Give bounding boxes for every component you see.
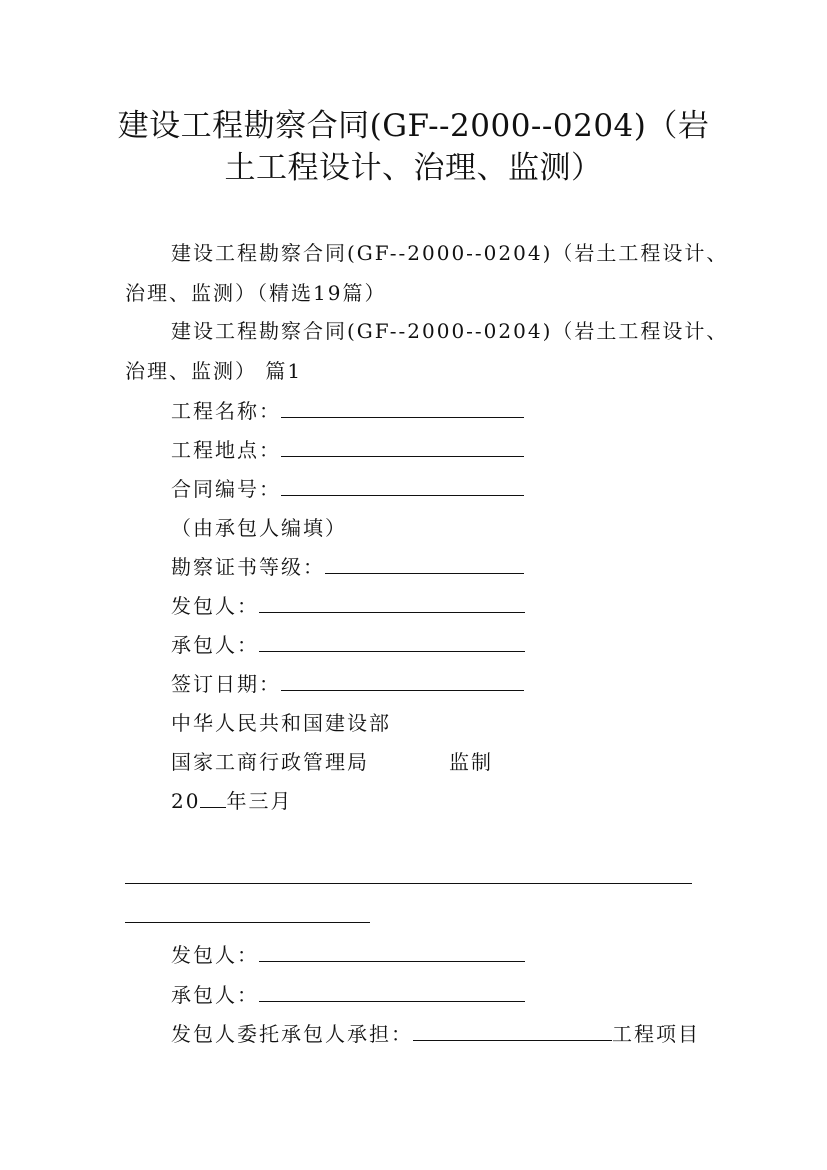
sign-date-label: 签订日期： (171, 672, 281, 696)
issue-date-year-blank (200, 789, 226, 808)
contract-no-label: 合同编号： (171, 477, 281, 501)
issuer-bureau-line (171, 749, 493, 775)
body-employer-field (171, 942, 525, 968)
project-name-label: 工程名称： (171, 399, 281, 423)
issue-date-prefix: 20 (171, 789, 201, 813)
contractor-blank (259, 633, 525, 652)
project-location-blank (281, 438, 524, 457)
project-location-label: 工程地点： (171, 438, 281, 462)
body-employer-label: 发包人： (171, 943, 259, 967)
body-entrust-label: 发包人委托承包人承担： (171, 1022, 413, 1046)
body-entrust-line (171, 1021, 700, 1047)
separator-rule-2 (125, 922, 370, 923)
contract-no-field (171, 476, 524, 502)
issuer-ministry: 中华人民共和国建设部 (171, 711, 391, 735)
document-title-line-1: 建设工程勘察合同(GF--2000--0204)（岩 (117, 108, 710, 144)
filled-by-contractor-note: （由承包人编填） (171, 516, 347, 540)
project-name-field (171, 398, 524, 424)
survey-cert-level-label: 勘察证书等级： (171, 555, 325, 579)
employer-blank (259, 594, 525, 613)
body-employer-blank (259, 943, 525, 962)
project-location-field (171, 437, 524, 463)
survey-cert-level-blank (325, 555, 524, 574)
contract-no-blank (281, 477, 524, 496)
issue-date (171, 788, 292, 814)
body-contractor-blank (259, 983, 525, 1002)
issuer-supervise: 监制 (449, 750, 493, 774)
sign-date-field (171, 671, 524, 697)
employer-field (171, 593, 525, 619)
document-title-line-2: 土工程设计、治理、监测） (224, 150, 603, 186)
body-project-item: 工程项目 (612, 1022, 700, 1046)
separator-rule-1 (125, 883, 692, 884)
body-entrust-blank (413, 1022, 612, 1041)
intro-line-2: 治理、监测）（精选19篇） (125, 281, 387, 305)
body-contractor-label: 承包人： (171, 983, 259, 1007)
survey-cert-level-field (171, 554, 524, 580)
issue-date-suffix: 年三月 (226, 789, 293, 813)
contractor-field (171, 632, 525, 658)
body-contractor-field (171, 982, 525, 1008)
project-name-blank (281, 399, 524, 418)
employer-label: 发包人： (171, 594, 259, 618)
issuer-bureau: 国家工商行政管理局 (171, 750, 369, 774)
sign-date-blank (281, 672, 524, 691)
intro-line-4: 治理、监测） 篇1 (125, 359, 303, 383)
contractor-label: 承包人： (171, 633, 259, 657)
intro-line-3: 建设工程勘察合同(GF--2000--0204)（岩土工程设计、 (171, 319, 729, 343)
intro-line-1: 建设工程勘察合同(GF--2000--0204)（岩土工程设计、 (171, 241, 729, 265)
